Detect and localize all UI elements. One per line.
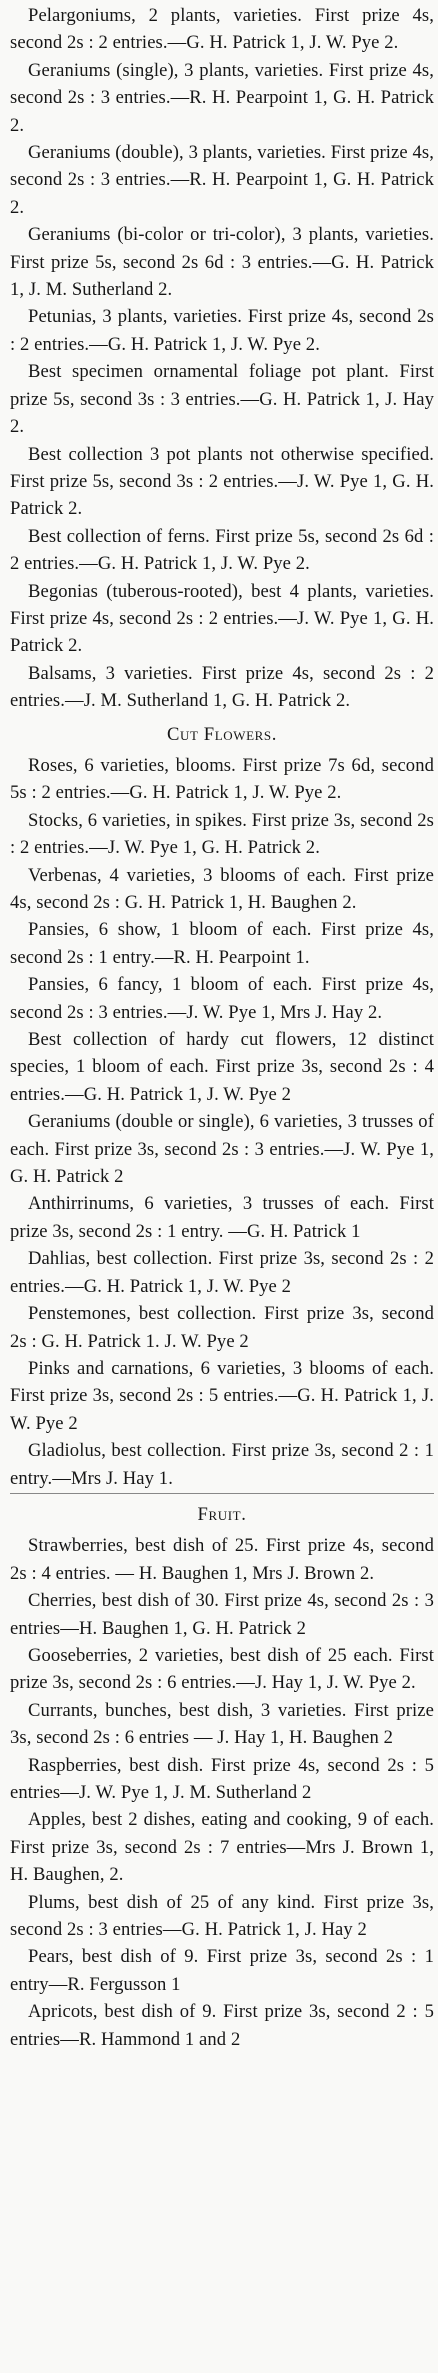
list-item-plums: Plums, best dish of 25 of any kind. First prize 3s, second 2s : 3 entries—G. H. Patrick 1, J. Hay 2	[10, 1891, 434, 1941]
section-divider	[10, 1493, 434, 1494]
cut-flowers-section	[10, 752, 434, 1492]
list-item-ferns: Best collection of ferns. First prize 5s, second 2s 6d : 2 entries.—G. H. Patrick 1, J. W. Pye 2.	[10, 525, 434, 575]
list-item-pansies-fancy: Pansies, 6 fancy, 1 bloom of each. First prize 4s, second 2s : 3 entries.—J. W. Pye 1, Mrs J. Hay 2.	[10, 974, 434, 1023]
list-item-penstemones: Penstemones, best collection. First prize 3s, second 2s : G. H. Patrick 1. J. W. Pye 2	[10, 1303, 434, 1352]
list-item-anthirrinums: Anthirrinums, 6 varieties, 3 trusses of each. First prize 3s, second 2s : 1 entry. —G. H. Patrick 1	[10, 1193, 434, 1242]
list-item-apricots: Apricots, best dish of 9. First prize 3s, second 2 : 5 entries—R. Hammond 1 and 2	[10, 2001, 434, 2050]
section-heading-fruit: Fruit.	[197, 1503, 247, 1525]
list-item-roses: Roses, 6 varieties, blooms. First prize 7s 6d, second 5s : 2 entries.—G. H. Patrick 1, J. W. Pye 2.	[10, 754, 434, 804]
list-item-geraniums-single: Geraniums (single), 3 plants, varieties. First prize 4s, second 2s : 3 entries.—R. H. Pearpoint 1, G. H. Patrick 2.	[10, 59, 434, 136]
list-item-currants: Currants, bunches, best dish, 3 varieties. First prize 3s, second 2s : 6 entries — J. Hay 1, H. Baughen 2	[10, 1699, 434, 1749]
list-item-pelargoniums: Pelargoniums, 2 plants, varieties. First prize 4s, second 2s : 2 entries.—G. H. Patrick 1, J. W. Pye 2.	[10, 5, 434, 54]
list-item-stocks: Stocks, 6 varieties, in spikes. First prize 3s, second 2s : 2 entries.—J. W. Pye 1, G. H. Patrick 2.	[10, 809, 434, 859]
list-item-begonias: Begonias (tuberous-rooted), best 4 plants, varieties. First prize 4s, second 2s : 2 entries.—J. W. Pye 1, G. H. Patrick 2.	[10, 580, 434, 657]
list-item-pansies-show: Pansies, 6 show, 1 bloom of each. First prize 4s, second 2s : 1 entry.—R. H. Pearpoint 1.	[10, 919, 434, 968]
list-item-geraniums-bicolor: Geraniums (bi-color or tri-color), 3 plants, varieties. First prize 5s, second 2s 6d : 3 entries.—G. H. Patrick 1, J. M. Sutherland 2.	[10, 224, 434, 301]
list-item-pears: Pears, best dish of 9. First prize 3s, second 2s : 1 entry—R. Fergusson 1	[10, 1946, 434, 1995]
list-item-geraniums-double: Geraniums (double), 3 plants, varieties. First prize 4s, second 2s : 3 entries.—R. H. Pearpoint 1, G. H. Patrick 2.	[10, 142, 434, 218]
list-item-hardy-cut-flowers: Best collection of hardy cut flowers, 12 distinct species, 1 bloom of each. First prize 3s, second 2s : 4 entries.—G. H. Patrick 1, J. W. Pye 2	[10, 1029, 434, 1105]
section-heading-cut-flowers: Cut Flowers.	[166, 723, 277, 745]
list-item-balsams: Balsams, 3 varieties. First prize 4s, second 2s : 2 entries.—J. M. Sutherland 1, G. H. Patrick 2.	[10, 662, 434, 712]
list-item-gooseberries: Gooseberries, 2 varieties, best dish of 25 each. First prize 3s, second 2s : 6 entries.—J. Hay 1, J. W. Pye 2.	[10, 1644, 434, 1694]
list-item-cherries: Cherries, best dish of 30. First prize 4s, second 2s : 3 entries—H. Baughen 1, G. H. Patrick 2	[10, 1590, 434, 1639]
list-item-pinks-carnations: Pinks and carnations, 6 varieties, 3 blooms of each. First prize 3s, second 2s : 5 entries.—G. H. Patrick 1, J. W. Pye 2	[10, 1357, 434, 1434]
list-item-dahlias: Dahlias, best collection. First prize 3s, second 2s : 2 entries.—G. H. Patrick 1, J. W. Pye 2	[10, 1248, 434, 1297]
list-item-foliage-plant: Best specimen ornamental foliage pot plant. First prize 5s, second 3s : 3 entries.—G. H. Patrick 1, J. Hay 2.	[10, 361, 434, 438]
list-item-petunias: Petunias, 3 plants, varieties. First prize 4s, second 2s : 2 entries.—G. H. Patrick 1, J. W. Pye 2.	[10, 306, 434, 355]
plants-section	[10, 2, 434, 715]
list-item-gladiolus: Gladiolus, best collection. First prize 3s, second 2 : 1 entry.—Mrs J. Hay 1.	[10, 1440, 434, 1489]
list-item-strawberries: Strawberries, best dish of 25. First prize 4s, second 2s : 4 entries. — H. Baughen 1, Mrs J. Brown 2.	[10, 1535, 434, 1584]
fruit-section	[10, 1532, 434, 2053]
list-item-raspberries: Raspberries, best dish. First prize 4s, second 2s : 5 entries—J. W. Pye 1, J. M. Sutherland 2	[10, 1754, 434, 1803]
list-item-pot-plants: Best collection 3 pot plants not otherwise specified. First prize 5s, second 3s : 2 entries.—J. W. Pye 1, G. H. Patrick 2.	[10, 443, 434, 520]
list-item-verbenas: Verbenas, 4 varieties, 3 blooms of each. First prize 4s, second 2s : G. H. Patrick 1, H. Baughen 2.	[10, 864, 434, 913]
list-item-geraniums-cut: Geraniums (double or single), 6 varieties, 3 trusses of each. First prize 3s, second 2s : 3 entries.—J. W. Pye 1, G. H. Patrick 2	[10, 1111, 434, 1188]
list-item-apples: Apples, best 2 dishes, eating and cooking, 9 of each. First prize 3s, second 2s : 7 entries—Mrs J. Brown 1, H. Baughen, 2.	[10, 1809, 434, 1886]
